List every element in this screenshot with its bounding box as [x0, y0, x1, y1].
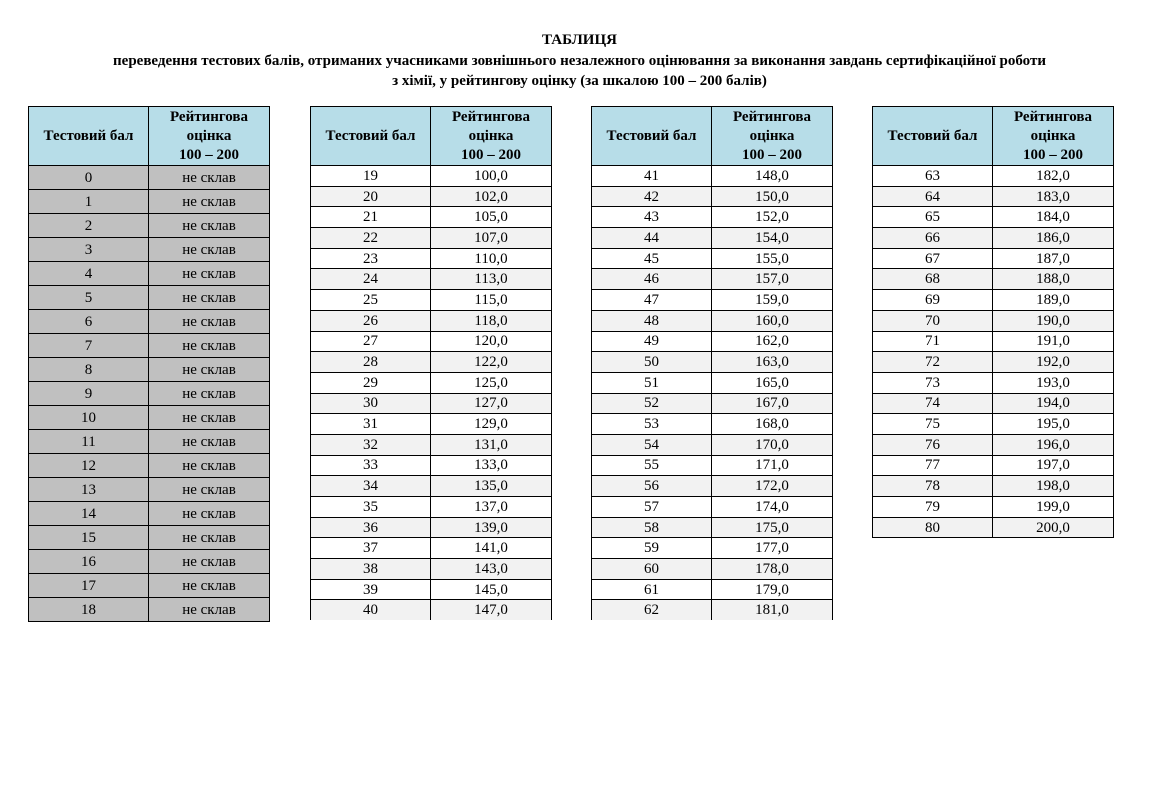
table-row: [311, 414, 552, 435]
rating-score-cell: 160,0: [712, 310, 833, 331]
test-score-cell: 19: [311, 166, 431, 187]
table-row: [29, 166, 270, 190]
test-score-cell: 57: [592, 497, 712, 518]
rating-score-cell: не склав: [149, 406, 270, 430]
table-row: [873, 186, 1114, 207]
table-row: [29, 598, 270, 622]
table-row: [592, 393, 833, 414]
table-row: [311, 538, 552, 559]
rating-score-cell: 139,0: [431, 517, 552, 538]
table-row: [311, 248, 552, 269]
rating-score-cell: 120,0: [431, 331, 552, 352]
test-score-cell: 11: [29, 430, 149, 454]
rating-score-cell: 115,0: [431, 290, 552, 311]
header-rating-score: Рейтингова оцінка 100 – 200: [149, 107, 270, 166]
rating-score-cell: 163,0: [712, 352, 833, 373]
table-row: [29, 310, 270, 334]
test-score-cell: 52: [592, 393, 712, 414]
test-score-cell: 64: [873, 186, 993, 207]
rating-score-cell: не склав: [149, 358, 270, 382]
table-row: [311, 186, 552, 207]
rating-score-cell: 168,0: [712, 414, 833, 435]
table-row: [873, 331, 1114, 352]
rating-score-cell: 162,0: [712, 331, 833, 352]
table-row: [29, 262, 270, 286]
rating-score-cell: 129,0: [431, 414, 552, 435]
table-row: [592, 186, 833, 207]
table-row: [592, 207, 833, 228]
rating-score-cell: 196,0: [993, 434, 1114, 455]
table-row: [29, 334, 270, 358]
test-score-cell: 21: [311, 207, 431, 228]
rating-score-cell: 167,0: [712, 393, 833, 414]
table-row: [873, 476, 1114, 497]
table-row: [592, 538, 833, 559]
test-score-cell: 55: [592, 455, 712, 476]
table-row: [592, 228, 833, 249]
table-row: [311, 393, 552, 414]
table-row: [592, 517, 833, 538]
rating-score-cell: 157,0: [712, 269, 833, 290]
rating-score-cell: не склав: [149, 310, 270, 334]
rating-score-cell: 118,0: [431, 310, 552, 331]
table-row: [311, 600, 552, 620]
header-rating-score: Рейтингова оцінка 100 – 200: [431, 107, 552, 166]
test-score-cell: 5: [29, 286, 149, 310]
rating-score-cell: 148,0: [712, 166, 833, 187]
test-score-cell: 9: [29, 382, 149, 406]
test-score-cell: 36: [311, 517, 431, 538]
test-score-cell: 79: [873, 497, 993, 518]
table-row: [592, 600, 833, 620]
rating-score-cell: 200,0: [993, 517, 1114, 538]
rating-score-cell: 191,0: [993, 331, 1114, 352]
document-subtitle-line2: з хімії, у рейтингову оцінку (за шкалою 100 – 200 балів): [392, 73, 767, 89]
table-row: [592, 269, 833, 290]
rating-score-cell: не склав: [149, 334, 270, 358]
rating-score-cell: 186,0: [993, 228, 1114, 249]
test-score-cell: 72: [873, 352, 993, 373]
test-score-cell: 68: [873, 269, 993, 290]
table-row: [311, 579, 552, 600]
test-score-cell: 12: [29, 454, 149, 478]
table-row: [29, 214, 270, 238]
test-score-cell: 51: [592, 372, 712, 393]
table-row: [29, 478, 270, 502]
rating-score-cell: 179,0: [712, 579, 833, 600]
rating-score-cell: 188,0: [993, 269, 1114, 290]
table-row: [873, 393, 1114, 414]
table-row: [873, 372, 1114, 393]
test-score-cell: 60: [592, 559, 712, 580]
rating-score-cell: 133,0: [431, 455, 552, 476]
rating-score-cell: не склав: [149, 502, 270, 526]
table-row: [873, 352, 1114, 373]
test-score-cell: 0: [29, 166, 149, 190]
table-row: [592, 352, 833, 373]
rating-score-cell: 141,0: [431, 538, 552, 559]
test-score-cell: 78: [873, 476, 993, 497]
header-test-score: Тестовий бал: [592, 107, 712, 166]
test-score-cell: 76: [873, 434, 993, 455]
test-score-cell: 37: [311, 538, 431, 559]
table-row: [592, 434, 833, 455]
rating-score-cell: 190,0: [993, 310, 1114, 331]
rating-score-cell: 170,0: [712, 434, 833, 455]
table-row: [29, 502, 270, 526]
rating-score-cell: не склав: [149, 166, 270, 190]
table-row: [873, 228, 1114, 249]
table-row: [311, 517, 552, 538]
test-score-cell: 14: [29, 502, 149, 526]
test-score-cell: 8: [29, 358, 149, 382]
table-row: [873, 434, 1114, 455]
table-row: [311, 331, 552, 352]
rating-score-cell: 107,0: [431, 228, 552, 249]
rating-score-cell: 197,0: [993, 455, 1114, 476]
rating-score-cell: 194,0: [993, 393, 1114, 414]
header-rating-score: Рейтингова оцінка 100 – 200: [712, 107, 833, 166]
header-test-score: Тестовий бал: [311, 107, 431, 166]
table-row: [311, 207, 552, 228]
table-row: [29, 238, 270, 262]
test-score-cell: 73: [873, 372, 993, 393]
test-score-cell: 24: [311, 269, 431, 290]
test-score-cell: 61: [592, 579, 712, 600]
test-score-cell: 38: [311, 559, 431, 580]
test-score-cell: 50: [592, 352, 712, 373]
table-row: [873, 517, 1114, 538]
test-score-cell: 10: [29, 406, 149, 430]
test-score-cell: 40: [311, 600, 431, 620]
rating-score-cell: 178,0: [712, 559, 833, 580]
test-score-cell: 48: [592, 310, 712, 331]
test-score-cell: 15: [29, 526, 149, 550]
rating-score-cell: 113,0: [431, 269, 552, 290]
rating-score-cell: 143,0: [431, 559, 552, 580]
rating-score-cell: 192,0: [993, 352, 1114, 373]
test-score-cell: 39: [311, 579, 431, 600]
test-score-cell: 23: [311, 248, 431, 269]
rating-score-cell: не склав: [149, 190, 270, 214]
rating-score-cell: не склав: [149, 454, 270, 478]
rating-score-cell: 125,0: [431, 372, 552, 393]
test-score-cell: 2: [29, 214, 149, 238]
rating-score-cell: 147,0: [431, 600, 552, 620]
rating-score-cell: 100,0: [431, 166, 552, 187]
conversion-table-3: [591, 106, 833, 620]
test-score-cell: 54: [592, 434, 712, 455]
rating-score-cell: 154,0: [712, 228, 833, 249]
table-row: [873, 455, 1114, 476]
test-score-cell: 58: [592, 517, 712, 538]
rating-score-cell: не склав: [149, 286, 270, 310]
table-row: [592, 476, 833, 497]
rating-score-cell: 137,0: [431, 497, 552, 518]
rating-score-cell: не склав: [149, 550, 270, 574]
test-score-cell: 71: [873, 331, 993, 352]
test-score-cell: 74: [873, 393, 993, 414]
test-score-cell: 34: [311, 476, 431, 497]
test-score-cell: 17: [29, 574, 149, 598]
table-row: [311, 372, 552, 393]
rating-score-cell: не склав: [149, 478, 270, 502]
test-score-cell: 18: [29, 598, 149, 622]
test-score-cell: 46: [592, 269, 712, 290]
rating-score-cell: 150,0: [712, 186, 833, 207]
rating-score-cell: 172,0: [712, 476, 833, 497]
rating-score-cell: 102,0: [431, 186, 552, 207]
table-row: [29, 358, 270, 382]
test-score-cell: 31: [311, 414, 431, 435]
table-row: [592, 372, 833, 393]
rating-score-cell: 198,0: [993, 476, 1114, 497]
test-score-cell: 27: [311, 331, 431, 352]
rating-score-cell: 189,0: [993, 290, 1114, 311]
table-row: [311, 455, 552, 476]
test-score-cell: 33: [311, 455, 431, 476]
conversion-table-2: [310, 106, 552, 620]
test-score-cell: 45: [592, 248, 712, 269]
rating-score-cell: 159,0: [712, 290, 833, 311]
test-score-cell: 42: [592, 186, 712, 207]
test-score-cell: 63: [873, 166, 993, 187]
test-score-cell: 13: [29, 478, 149, 502]
table-row: [29, 550, 270, 574]
table-row: [29, 454, 270, 478]
rating-score-cell: 175,0: [712, 517, 833, 538]
rating-score-cell: 105,0: [431, 207, 552, 228]
rating-score-cell: 171,0: [712, 455, 833, 476]
test-score-cell: 43: [592, 207, 712, 228]
rating-score-cell: не склав: [149, 430, 270, 454]
table-row: [873, 207, 1114, 228]
rating-score-cell: 131,0: [431, 434, 552, 455]
rating-score-cell: не склав: [149, 526, 270, 550]
rating-score-cell: 152,0: [712, 207, 833, 228]
document-header: [0, 30, 1159, 92]
test-score-cell: 41: [592, 166, 712, 187]
table-row: [873, 248, 1114, 269]
rating-score-cell: 127,0: [431, 393, 552, 414]
header-test-score: Тестовий бал: [873, 107, 993, 166]
test-score-cell: 56: [592, 476, 712, 497]
test-score-cell: 1: [29, 190, 149, 214]
test-score-cell: 25: [311, 290, 431, 311]
rating-score-cell: 181,0: [712, 600, 833, 620]
test-score-cell: 22: [311, 228, 431, 249]
table-row: [873, 269, 1114, 290]
rating-score-cell: 199,0: [993, 497, 1114, 518]
rating-score-cell: не склав: [149, 382, 270, 406]
test-score-cell: 62: [592, 600, 712, 620]
test-score-cell: 49: [592, 331, 712, 352]
test-score-cell: 59: [592, 538, 712, 559]
table-row: [592, 455, 833, 476]
header-test-score: Тестовий бал: [29, 107, 149, 166]
table-row: [311, 497, 552, 518]
table-row: [311, 352, 552, 373]
table-row: [29, 286, 270, 310]
table-row: [311, 269, 552, 290]
test-score-cell: 7: [29, 334, 149, 358]
test-score-cell: 65: [873, 207, 993, 228]
table-row: [592, 290, 833, 311]
rating-score-cell: 145,0: [431, 579, 552, 600]
table-row: [311, 166, 552, 187]
test-score-cell: 47: [592, 290, 712, 311]
table-row: [592, 414, 833, 435]
table-row: [592, 579, 833, 600]
test-score-cell: 28: [311, 352, 431, 373]
table-row: [873, 497, 1114, 518]
table-row: [592, 166, 833, 187]
test-score-cell: 69: [873, 290, 993, 311]
table-row: [29, 526, 270, 550]
rating-score-cell: 187,0: [993, 248, 1114, 269]
table-row: [29, 190, 270, 214]
table-row: [311, 476, 552, 497]
test-score-cell: 26: [311, 310, 431, 331]
table-row: [592, 559, 833, 580]
document-title: ТАБЛИЦЯ: [542, 32, 617, 48]
table-row: [592, 497, 833, 518]
table-row: [311, 559, 552, 580]
rating-score-cell: 195,0: [993, 414, 1114, 435]
rating-score-cell: 122,0: [431, 352, 552, 373]
test-score-cell: 6: [29, 310, 149, 334]
test-score-cell: 66: [873, 228, 993, 249]
table-row: [592, 248, 833, 269]
test-score-cell: 4: [29, 262, 149, 286]
test-score-cell: 44: [592, 228, 712, 249]
table-row: [29, 382, 270, 406]
test-score-cell: 35: [311, 497, 431, 518]
test-score-cell: 20: [311, 186, 431, 207]
table-row: [311, 290, 552, 311]
rating-score-cell: не склав: [149, 598, 270, 622]
table-row: [873, 166, 1114, 187]
document-subtitle-line1: переведення тестових балів, отриманих учасниками зовнішнього незалежного оцінювання за виконання завдань сертифікаційної роботи: [113, 52, 1046, 69]
rating-score-cell: 184,0: [993, 207, 1114, 228]
rating-score-cell: не склав: [149, 238, 270, 262]
rating-score-cell: 177,0: [712, 538, 833, 559]
rating-score-cell: 174,0: [712, 497, 833, 518]
table-row: [311, 310, 552, 331]
rating-score-cell: не склав: [149, 214, 270, 238]
rating-score-cell: 110,0: [431, 248, 552, 269]
test-score-cell: 16: [29, 550, 149, 574]
conversion-table-4: [872, 106, 1114, 538]
table-row: [873, 414, 1114, 435]
rating-score-cell: 182,0: [993, 166, 1114, 187]
conversion-table-1: [28, 106, 270, 622]
table-row: [873, 310, 1114, 331]
rating-score-cell: 135,0: [431, 476, 552, 497]
table-row: [311, 228, 552, 249]
test-score-cell: 67: [873, 248, 993, 269]
table-row: [592, 310, 833, 331]
test-score-cell: 29: [311, 372, 431, 393]
test-score-cell: 75: [873, 414, 993, 435]
test-score-cell: 30: [311, 393, 431, 414]
rating-score-cell: 183,0: [993, 186, 1114, 207]
rating-score-cell: 155,0: [712, 248, 833, 269]
header-rating-score: Рейтингова оцінка 100 – 200: [993, 107, 1114, 166]
test-score-cell: 80: [873, 517, 993, 538]
table-row: [29, 574, 270, 598]
test-score-cell: 32: [311, 434, 431, 455]
table-row: [29, 430, 270, 454]
test-score-cell: 53: [592, 414, 712, 435]
table-row: [592, 331, 833, 352]
test-score-cell: 3: [29, 238, 149, 262]
rating-score-cell: не склав: [149, 574, 270, 598]
test-score-cell: 70: [873, 310, 993, 331]
table-row: [311, 434, 552, 455]
table-row: [29, 406, 270, 430]
rating-score-cell: 165,0: [712, 372, 833, 393]
table-row: [873, 290, 1114, 311]
test-score-cell: 77: [873, 455, 993, 476]
rating-score-cell: не склав: [149, 262, 270, 286]
rating-score-cell: 193,0: [993, 372, 1114, 393]
